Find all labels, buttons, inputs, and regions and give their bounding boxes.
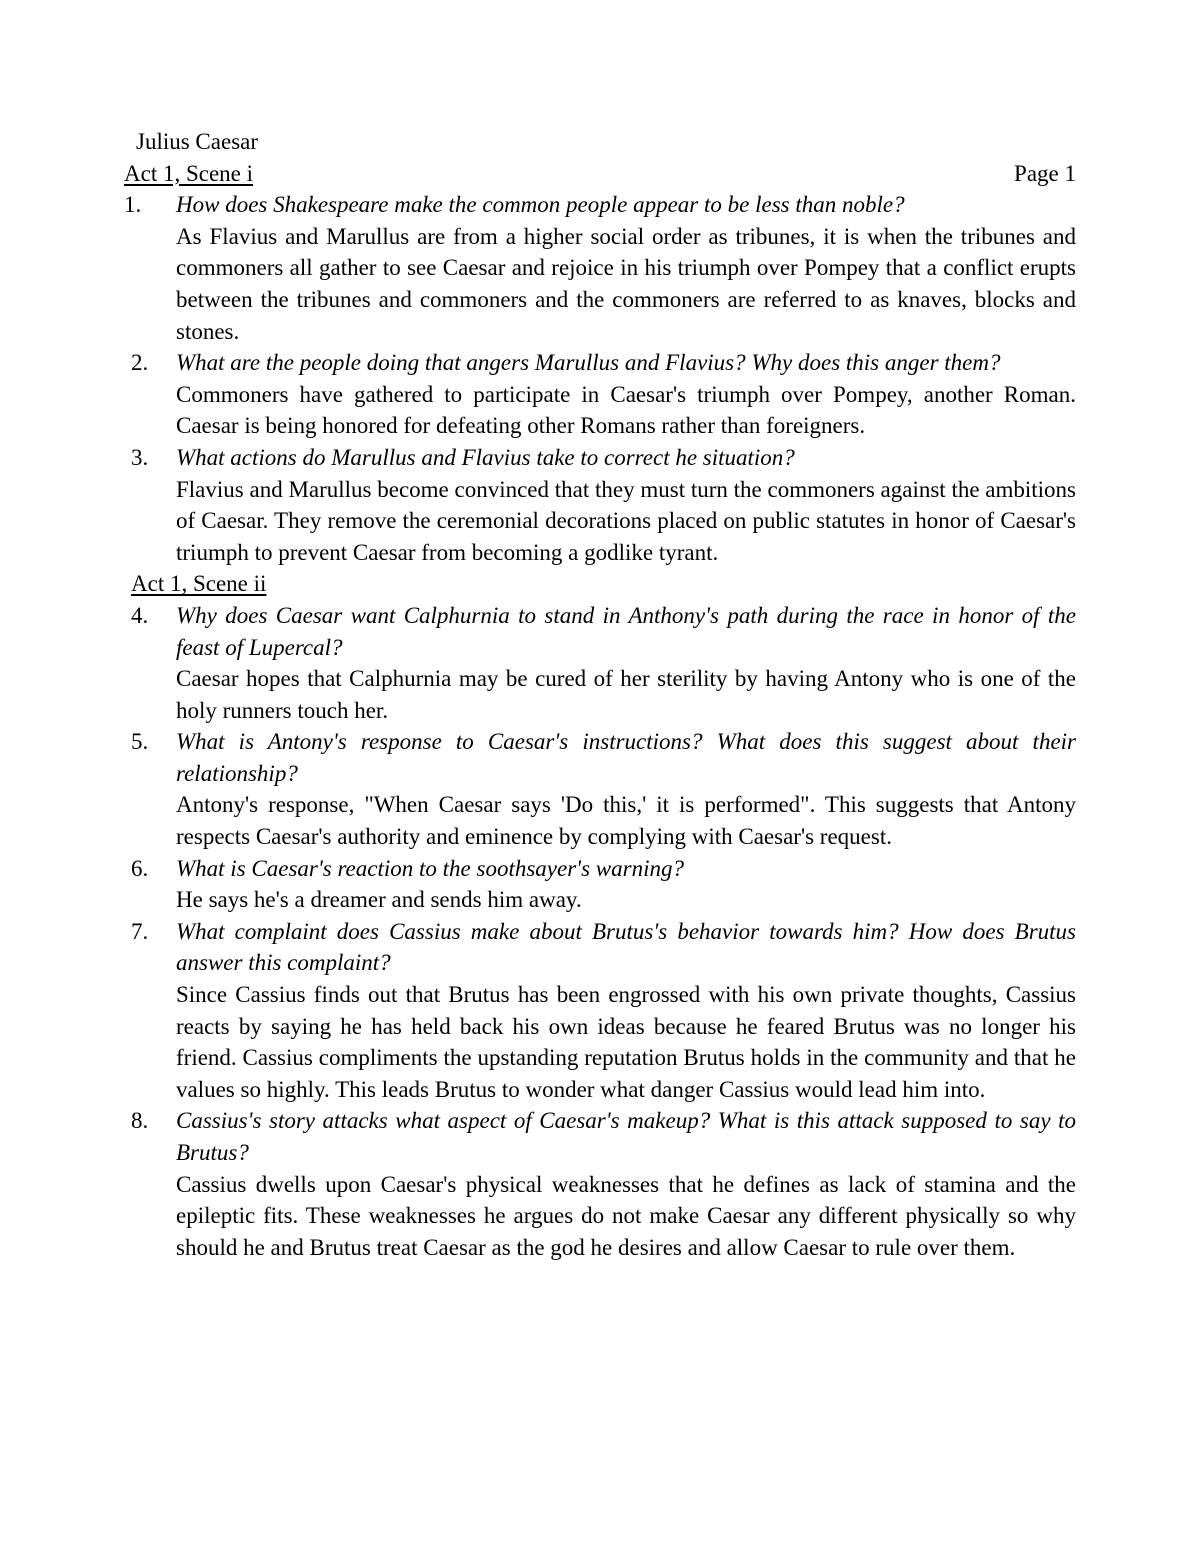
- question-number: 5.: [131, 729, 149, 755]
- answer-text: He says he's a dreamer and sends him away.: [176, 887, 582, 913]
- answer-text: Since Cassius finds out that Brutus has been engrossed with his own private thoughts, Cassius reacts by saying he has held back his own ideas because he feared Brutus was no longer his friend. Cassius compliments the upstanding reputation Brutus holds in the community and that he values so highly. This leads Brutus to wonder what danger Cassius would lead him into.: [176, 982, 1076, 1102]
- section-heading: Act 1, Scene i: [124, 160, 254, 186]
- question-number: 1.: [124, 192, 142, 218]
- question-item: [124, 600, 1076, 726]
- question-number: 7.: [131, 918, 149, 944]
- answer-text: Cassius dwells upon Caesar's physical weaknesses that he defines as lack of stamina and the epileptic fits. These weaknesses he argues do not make Caesar any different physically so why should he and Brutus treat Caesar as the god he desires and allow Caesar to rule over them.: [176, 1171, 1076, 1260]
- question-item: [124, 916, 1076, 1106]
- question-text: Why does Caesar want Calphurnia to stand in Anthony's path during the race in honor of the feast of Lupercal?: [176, 602, 1076, 660]
- page-label: Page 1: [1014, 160, 1076, 186]
- question-text: What complaint does Cassius make about Brutus's behavior towards him? How does Brutus answer this complaint?: [176, 918, 1076, 976]
- question-text: Cassius's story attacks what aspect of Caesar's makeup? What is this attack supposed to say to Brutus?: [176, 1108, 1076, 1165]
- document-title: Julius Caesar: [136, 129, 259, 154]
- question-number: 2.: [131, 350, 149, 376]
- question-item: [124, 347, 1076, 442]
- question-item: [124, 189, 1076, 347]
- answer-text: Commoners have gathered to participate in Caesar's triumph over Pompey, another Roman. Caesar is being honored for defeating other Romans rather than foreigners.: [176, 381, 1076, 439]
- answer-text: As Flavius and Marullus are from a higher social order as tribunes, it is when the tribunes and commoners all gather to see Caesar and rejoice in his triumph over Pompey that a conflict erupts between the tribunes and commoners and the commoners are referred to as knaves, blocks and stones.: [176, 223, 1076, 344]
- section-heading: Act 1, Scene ii: [131, 571, 267, 597]
- answer-text: Flavius and Marullus become convinced that they must turn the commoners against the ambitions of Caesar. They remove the ceremonial decorations placed on public statutes in honor of Caesar's triumph to prevent Caesar from becoming a godlike tyrant.: [176, 476, 1077, 565]
- answer-text: Antony's response, "When Caesar says 'Do this,' it is performed". This suggests that Antony respects Caesar's authority and eminence by complying with Caesar's request.: [176, 792, 1076, 850]
- question-text: What is Caesar's reaction to the soothsayer's warning?: [176, 855, 684, 881]
- question-text: What is Antony's response to Caesar's instructions? What does this suggest about their relationship?: [176, 729, 1076, 786]
- question-number: 8.: [131, 1108, 149, 1134]
- question-item: [124, 442, 1076, 568]
- question-item: [124, 1105, 1076, 1263]
- answer-text: Caesar hopes that Calphurnia may be cured of her sterility by having Antony who is one of the holy runners touch her.: [176, 666, 1076, 723]
- question-item: [124, 726, 1076, 852]
- question-item: [124, 853, 1076, 916]
- section-heading-row: [131, 568, 1076, 600]
- question-text: What are the people doing that angers Marullus and Flavius? Why does this anger them?: [176, 350, 1001, 376]
- question-number: 3.: [131, 444, 149, 470]
- document-content: [124, 126, 1076, 1263]
- section-heading-row: [124, 158, 1076, 190]
- question-text: What actions do Marullus and Flavius take to correct he situation?: [176, 444, 795, 470]
- question-number: 4.: [131, 602, 149, 628]
- question-number: 6.: [131, 855, 149, 881]
- question-text: How does Shakespeare make the common people appear to be less than noble?: [176, 192, 905, 218]
